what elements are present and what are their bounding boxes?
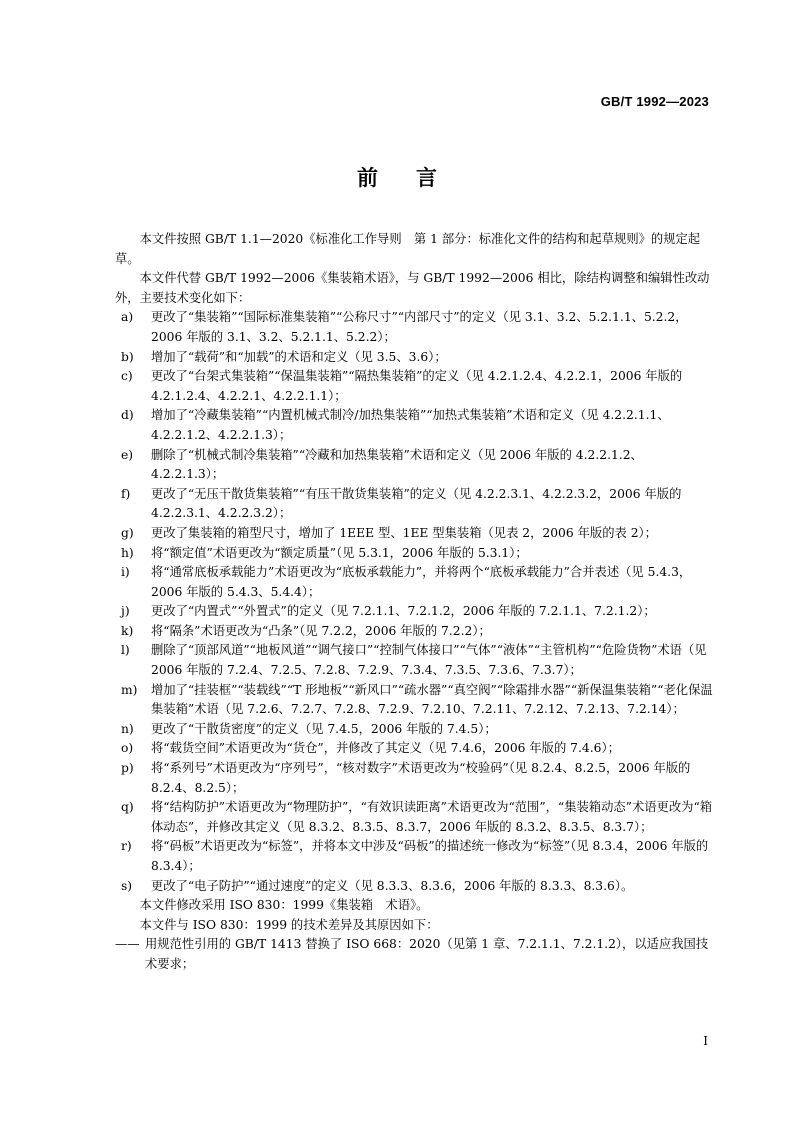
list-item (115, 837, 713, 876)
list-marker: s) (121, 878, 133, 893)
dash-marker: —— (115, 937, 140, 952)
page-title (0, 162, 794, 192)
list-item (115, 524, 713, 544)
list-marker: r) (121, 839, 132, 854)
list-item (115, 348, 713, 368)
list-marker: h) (121, 545, 134, 560)
list-item (115, 759, 713, 798)
list-text: 更改了“无压干散货集装箱”“有压干散货集装箱”的定义（见 4.2.2.3.1、4.2.2.3.2，2006 年版的 4.2.2.3.1、4.2.2.3.2）； (151, 486, 682, 521)
title-char-1: 前 (357, 166, 378, 190)
list-text: 将“隔条”术语更改为“凸条”（见 7.2.2，2006 年版的 7.2.2）； (151, 623, 491, 638)
title-char-2: 言 (416, 166, 437, 190)
standard-number: GB/T 1992—2023 (600, 94, 709, 109)
list-item (115, 544, 713, 564)
list-marker: f) (121, 486, 131, 501)
list-text: 将“通常底板承载能力”术语更改为“底板承载能力”，并将两个“底板承载能力”合并表述（见 5.4.3，2006 年版的 5.4.3、5.4.4）； (151, 565, 692, 599)
list-marker: n) (121, 721, 134, 736)
list-marker: p) (121, 761, 134, 776)
list-text: 将“载货空间”术语更改为“货仓”，并修改了其定义（见 7.4.6，2006 年版的 7.4.6）； (151, 741, 620, 756)
list-text: 更改了“电子防护”“通过速度”的定义（见 8.3.3、8.3.6，2006 年版的 8.3.3、8.3.6）。 (151, 878, 634, 893)
list-marker: b) (121, 349, 134, 364)
list-item (115, 406, 713, 445)
list-text: 更改了“干散货密度”的定义（见 7.4.5，2006 年版的 7.4.5）； (151, 721, 497, 736)
list-item (115, 798, 713, 837)
list-text: 删除了“顶部风道”“地板风道”“调气接口”“控制气体接口”“气体”“液体”“主管机构”“危险货物”术语（见 2006 年版的 7.2.4、7.2.5、7.2.8、7.2.9、7.3.4、7.3.5、7.3.6、7.3.7）； (151, 643, 707, 678)
list-text: 将“额定值”术语更改为“额定质量”（见 5.3.1，2006 年版的 5.3.1）； (151, 545, 528, 560)
paragraph-drafting-rules: 本文件按照 GB/T 1.1—2020《标准化工作导则 第 1 部分：标准化文件的结构和起草规则》的规定起草。 (115, 232, 701, 266)
list-marker: l) (121, 643, 130, 658)
list-item (115, 622, 713, 642)
list-text: 将“系列号”术语更改为“序列号”，“核对数字”术语更改为“校验码”（见 8.2.4、8.2.5，2006 年版的 8.2.4、8.2.5）； (151, 761, 691, 795)
list-text: 更改了“台架式集装箱”“保温集装箱”“隔热集装箱”的定义（见 4.2.1.2.4、4.2.2.1，2006 年版的 4.2.1.2.4、4.2.2.1、4.2.2.1.1）； (151, 369, 683, 403)
page-number: I (703, 1034, 708, 1048)
list-item (115, 720, 713, 740)
list-item (115, 641, 713, 680)
list-text: 将“码板”术语更改为“标签”，并将本文中涉及“码板”的描述统一修改为“标签”（见 8.3.4，2006 年版的 8.3.4）； (151, 839, 709, 873)
list-marker: d) (121, 408, 134, 423)
list-marker: m) (121, 682, 138, 697)
paragraph-iso-adoption: 本文件修改采用 ISO 830：1999《集装箱 术语》。 (139, 898, 429, 913)
list-item (115, 308, 713, 347)
list-marker: i) (121, 565, 130, 580)
list-item (115, 563, 713, 602)
list-text: 更改了“内置式”“外置式”的定义（见 7.2.1.1、7.2.1.2，2006 年版的 7.2.1.1、7.2.1.2）； (151, 604, 656, 619)
paragraph-replacement: 本文件代替 GB/T 1992—2006《集装箱术语》，与 GB/T 1992—2006 相比，除结构调整和编辑性改动外，主要技术变化如下： (115, 271, 710, 305)
list-text: 增加了“载荷”和“加载”的术语和定义（见 3.5、3.6）； (151, 349, 447, 364)
list-item (115, 367, 713, 406)
list-text: 将“结构防护”术语更改为“物理防护”，“有效识读距离”术语更改为“范围”，“集装箱动态”术语更改为“箱体动态”，并修改其定义（见 8.3.2、8.3.5、8.3.7，2006 年版的 8.3.2、8.3.5、8.3.7）； (151, 800, 713, 834)
list-marker: o) (121, 741, 134, 756)
list-item (115, 602, 713, 622)
list-text: 更改了“集装箱”“国际标准集装箱”“公称尺寸”“内部尺寸”的定义（见 3.1、3.2、5.2.1.1、5.2.2，2006 年版的 3.1、3.2、5.2.1.1、5.2.2）； (151, 310, 688, 344)
dash-list-item (115, 935, 713, 974)
list-item (115, 739, 713, 759)
document-body (115, 230, 713, 975)
paragraph-technical-differences: 本文件与 ISO 830：1999 的技术差异及其原因如下： (139, 917, 439, 932)
list-text: 增加了“冷藏集装箱”“内置机械式制冷/加热集装箱”“加热式集装箱”术语和定义（见 4.2.2.1.1、4.2.2.1.2、4.2.2.1.3）； (151, 408, 670, 442)
list-text: 增加了“挂装框”“装载线”“T 形地板”“新风口”“疏水器”“真空阀”“除霜排水器”“新保温集装箱”“老化保温集装箱”术语（见 7.2.6、7.2.7、7.2.8、7.2.9、7.2.10、7.2.11、7.2.12、7.2.13、7.2.14）； (151, 682, 713, 717)
list-item (115, 485, 713, 524)
list-marker: a) (121, 310, 134, 325)
list-text: 更改了集装箱的箱型尺寸，增加了 1EEE 型、1EE 型集装箱（见表 2，2006 年版的表 2）； (151, 525, 657, 540)
list-marker: e) (121, 447, 134, 462)
list-item (115, 681, 713, 720)
list-item (115, 877, 713, 897)
list-text: 删除了“机械式制冷集装箱”“冷藏和加热集装箱”术语和定义（见 2006 年版的 4.2.2.1.2、4.2.2.1.3）； (151, 447, 643, 482)
dash-text: 用规范性引用的 GB/T 1413 替换了 ISO 668：2020（见第 1 章、7.2.1.1、7.2.1.2），以适应我国技术要求； (145, 937, 709, 971)
list-marker: c) (121, 369, 133, 384)
list-item (115, 446, 713, 485)
list-marker: g) (121, 525, 134, 540)
list-marker: k) (121, 623, 134, 638)
list-marker: q) (121, 800, 134, 815)
list-marker: j) (121, 604, 130, 619)
